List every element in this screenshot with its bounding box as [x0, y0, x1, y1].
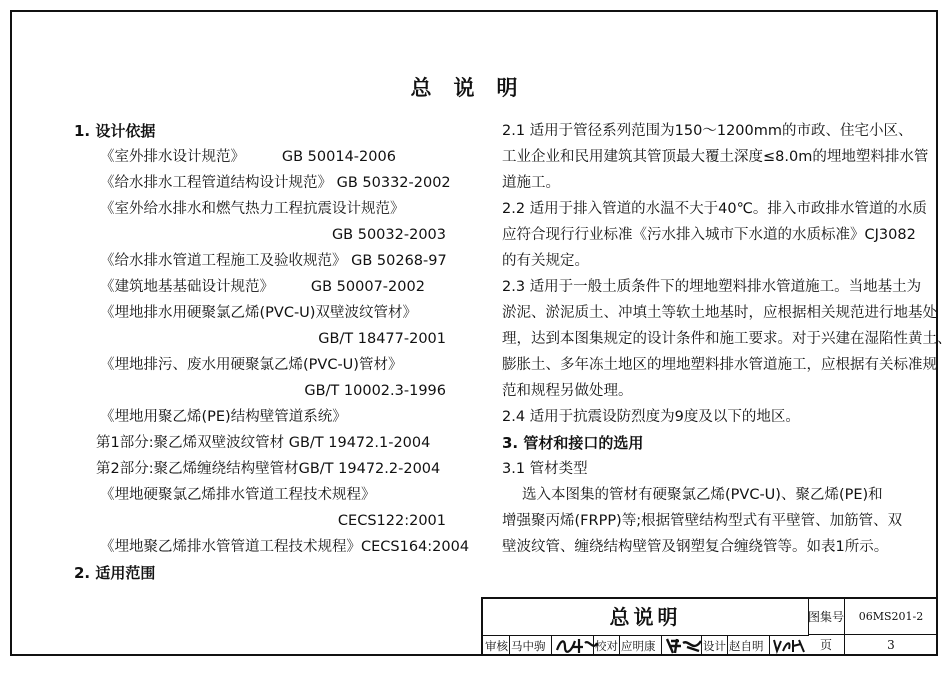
atlas-label: 图集号 — [808, 599, 845, 635]
ref-line: 第1部分:聚乙烯双壁波纹管材 GB/T 19472.1-2004 — [96, 435, 431, 451]
ref-line: 《埋地用聚乙烯(PE)结构壁管道系统》 — [100, 409, 347, 425]
ref-line: GB 50032-2003 — [331, 227, 446, 243]
ref-line: 《埋地排水用硬聚氯乙烯(PVC-U)双壁波纹管材》 — [100, 305, 417, 321]
text-line: 膨胀土、多年冻土地区的埋地塑料排水管道施工，应根据有关标准规 — [502, 357, 937, 373]
text-line: 选入本图集的管材有硬聚氯乙烯(PVC-U)、聚乙烯(PE)和 — [522, 487, 883, 503]
check-name: 应明康 — [621, 639, 656, 653]
text-line: 增强聚丙烯(FRPP)等;根据管壁结构型式有平壁管、加筋管、双 — [502, 513, 903, 529]
page-number: 3 — [845, 635, 938, 656]
page-title: 总说明 — [410, 76, 540, 100]
text-line: 理，达到本图集规定的设计条件和施工要求。对于兴建在湿陷性黄土、 — [502, 331, 952, 347]
design-label: 设计 — [703, 639, 726, 653]
review-name: 马中驹 — [511, 639, 546, 653]
ref-line: 《给水排水管道工程施工及验收规范》 GB 50268-97 — [100, 253, 447, 269]
signature-row — [483, 635, 808, 656]
design-name: 赵自明 — [729, 639, 764, 653]
text-line: 淤泥、淤泥质土、冲填土等软土地基时，应根据相关规范进行地基处 — [502, 305, 937, 321]
text-line: 范和规程另做处理。 — [502, 383, 633, 399]
text-line: 2.1 适用于管径系列范围为150～1200mm的市政、住宅小区、 — [502, 123, 913, 139]
title-block — [481, 597, 938, 656]
text-line: 工业企业和民用建筑其管顶最大覆土深度≤8.0m的埋地塑料排水管 — [502, 149, 929, 165]
section-heading-1: 1. 设计依据 — [74, 122, 156, 140]
ref-line: CECS122:2001 — [337, 513, 446, 529]
section-heading-2: 2. 适用范围 — [74, 564, 156, 582]
ref-line: GB/T 10002.3-1996 — [304, 383, 446, 399]
text-line: 2.2 适用于排入管道的水温不大于40℃。排入市政排水管道的水质 — [502, 201, 927, 217]
ref-line: 《室外给水排水和燃气热力工程抗震设计规范》 — [100, 201, 405, 217]
ref-line: GB/T 18477-2001 — [318, 331, 446, 347]
ref-line: 《埋地硬聚氯乙烯排水管道工程技术规程》 — [100, 487, 376, 503]
ref-line: 第2部分:聚乙烯缠绕结构壁管材GB/T 19472.2-2004 — [96, 461, 441, 477]
title-block-name: 总说明 — [483, 599, 809, 636]
section-heading-3: 3. 管材和接口的选用 — [502, 434, 644, 452]
page-label: 页 — [808, 635, 845, 656]
ref-line: 《埋地聚乙烯排水管管道工程技术规程》CECS164:2004 — [100, 539, 470, 555]
text-line: 2.4 适用于抗震设防烈度为9度及以下的地区。 — [502, 409, 800, 425]
ref-line: 《给水排水工程管道结构设计规范》 GB 50332-2002 — [100, 175, 451, 191]
ref-line: 《建筑地基基础设计规范》 GB 50007-2002 — [100, 279, 425, 295]
ref-line: 《室外排水设计规范》 GB 50014-2006 — [100, 149, 396, 165]
atlas-number: 06MS201-2 — [845, 599, 938, 635]
text-line: 3.1 管材类型 — [502, 461, 588, 477]
text-line: 壁波纹管、缠绕结构壁管及钢塑复合缠绕管等。如表1所示。 — [502, 539, 889, 555]
left-column — [74, 118, 470, 586]
ref-line: 《埋地排污、废水用硬聚氯乙烯(PVC-U)管材》 — [100, 357, 403, 373]
right-column — [502, 118, 952, 560]
design-signature — [771, 635, 807, 656]
text-line: 2.3 适用于一般土质条件下的埋地塑料排水管道施工。当地基土为 — [502, 279, 922, 295]
check-signature — [663, 635, 703, 656]
text-line: 道施工。 — [502, 175, 560, 191]
text-line: 应符合现行行业标准《污水排入城市下水道的水质标准》CJ3082 — [502, 227, 916, 243]
check-label: 校对 — [595, 639, 618, 653]
text-line: 的有关规定。 — [502, 253, 589, 269]
review-label: 审核 — [485, 639, 508, 653]
